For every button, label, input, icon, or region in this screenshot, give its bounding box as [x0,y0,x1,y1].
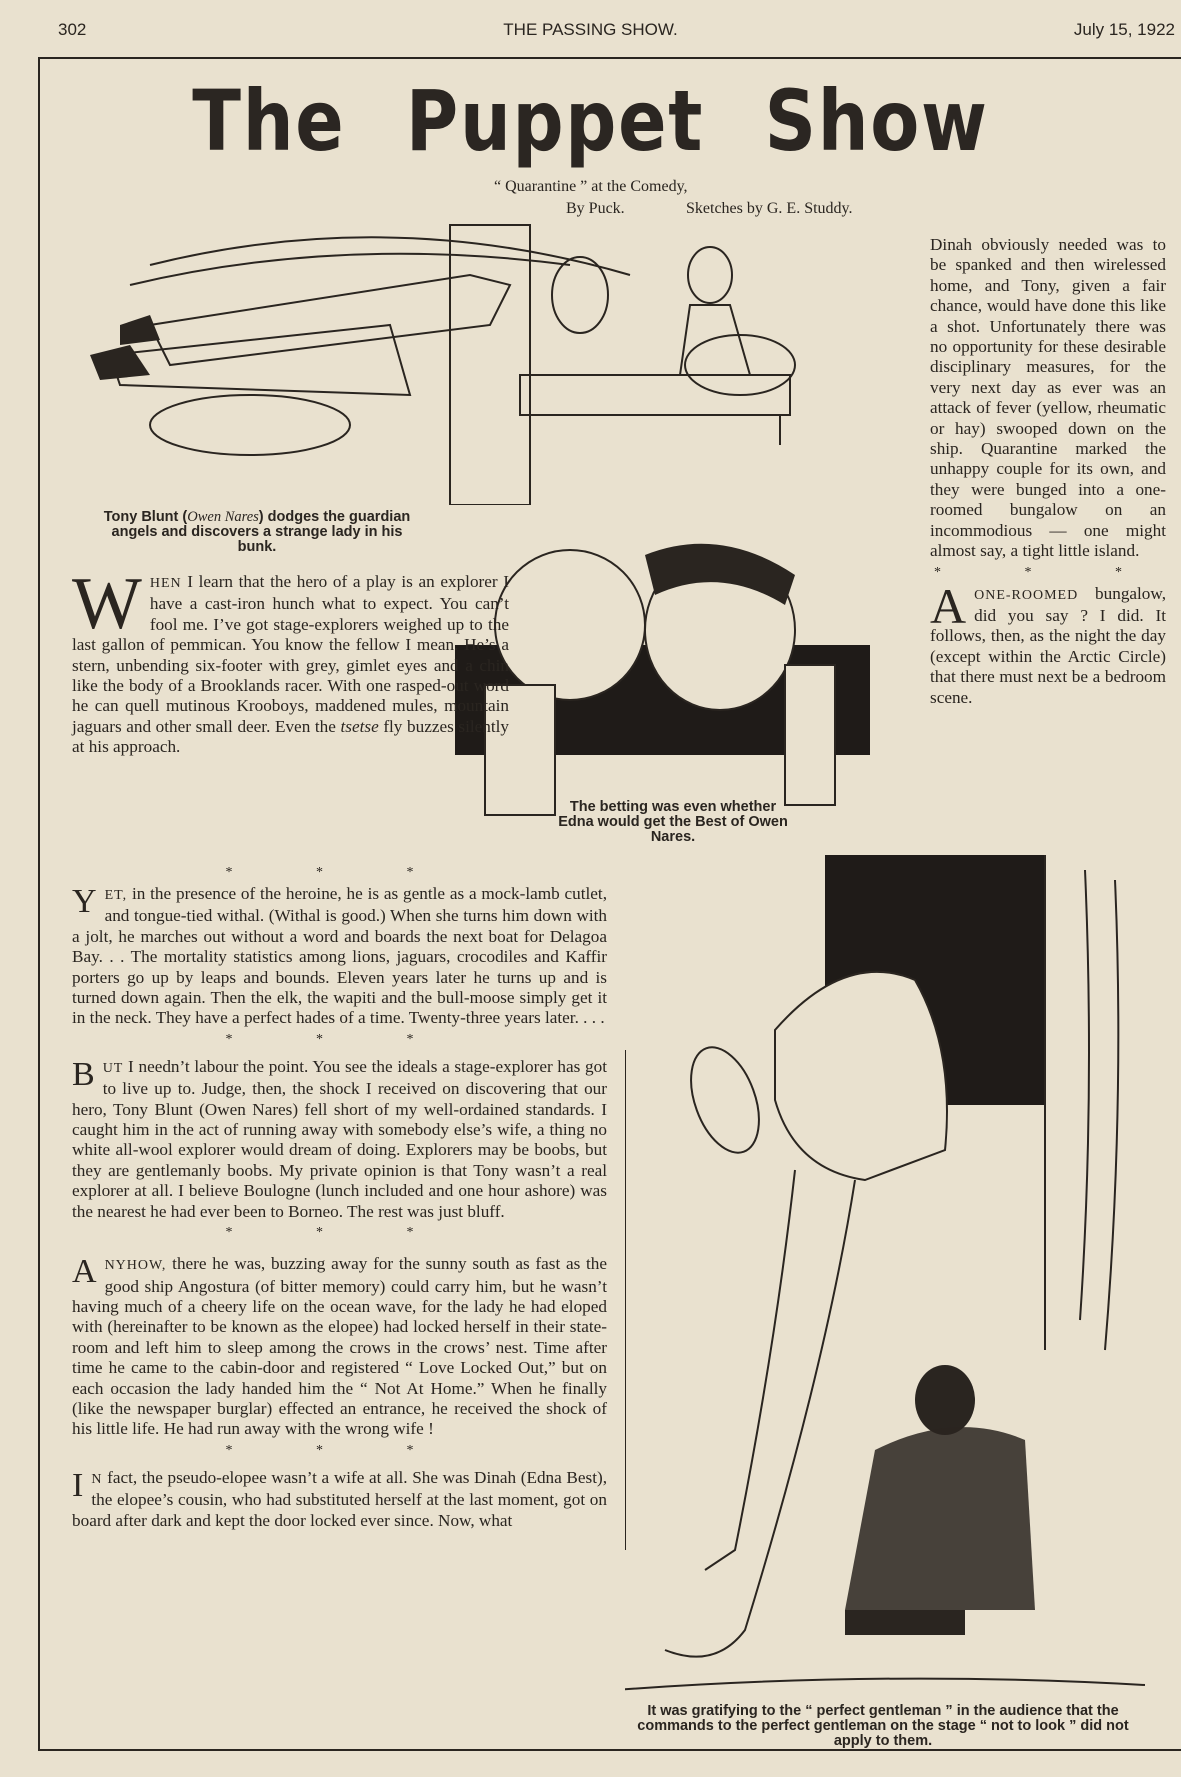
window-scene-illustration [625,850,1145,1695]
flying-figures-illustration [90,205,910,505]
section-separator: * * * [934,564,1162,580]
section-separator: * * * [225,1442,454,1458]
drop-cap: A [930,577,967,634]
paragraph [72,1057,607,1222]
drop-cap: A [72,1253,97,1291]
drop-cap: B [72,1055,95,1093]
paragraph [72,1468,607,1531]
lead-in: N [91,1471,103,1487]
lead-in: UT [102,1060,124,1076]
caption-text: Tony Blunt ( [103,509,188,525]
lead-in: NYHOW, [104,1258,167,1274]
section-separator: * * * [225,865,454,880]
publication-name: THE PASSING SHOW. [503,20,678,39]
paragraph-text: I needn’t labour the point. You see the ideals a stage-explorer has got to live up to. Judge, then, the shock I received on discovering that our hero, Tony Blunt (Owen Nares) fell short of my well-ordained standards. I caught him in the act of running away with somebody else’s wife, a thing no white all-wool explorer would dream of doing. Explorers may be boobs, but they are gentlemanly boobs. My private opinion is that Tony wasn’t a real explorer at all. I believe Boulogne (lunch included and one hour ashore) was the nearest he had ever been to Borneo. The rest was just bluff. [72,1056,607,1221]
emphasis: tsetse [340,716,379,736]
paragraph [72,563,509,758]
issue-date: July 15, 1922 [1073,20,1175,39]
caption-window: It was gratifying to the “ perfect gentleman ” in the audience that the commands to the perfect gentleman on the stage “ not to look ” did not apply to them. [637,1703,1129,1749]
article-title: The Puppet Show [192,72,989,170]
paragraph-text: fact, the pseudo-elopee wasn’t a wife at all. She was Dinah (Edna Best), the elopee’s cousin, who had substituted herself at the last moment, got on board after dark and kept the door locked ever since. Now, what [72,1467,607,1530]
paragraph [930,577,1166,708]
caption-flying [92,510,422,555]
paragraph [72,884,607,1029]
page-number: 302 [58,20,87,39]
paragraph-text: I learn that the hero of a play is an explorer I have a cast-iron hunch what to expect. You can’t fool me. I’ve got stage-explorers weighed up to the last gallon of pemmican. You know the fellow I mean. He’s a stern, unbending six-footer with grey, gimlet eyes and a chin like the body of a Brooklands racer. With one rasped-out word he can quell mutinous Krooboys, maddened mules, mountain jaguars and other small deer. Even the [72,572,509,736]
lead-in: ET, [104,888,128,903]
article-subtitle: “ Quarantine ” at the Comedy, [494,178,688,195]
lead-in: HEN [149,576,182,591]
drop-cap: I [72,1466,84,1504]
paragraph: Dinah obviously needed was to be spanked and then wirelessed home, and Tony, given a fair chance, would have done this like a shot. Unfortunately there was no opportunity for these desirable disciplinary measures, for the very next day as ever was an attack of fever (yellow, rheumatic or hay) swooped down on the ship. Quarantine marked the unhappy couple for its own, and they were bunged into a one-roomed bungalow on an incommodious — one might almost say, a tight little island. [930,235,1166,561]
paragraph-text: bungalow, did you say ? I did. It follows, then, as the night the day (except within the Arctic Circle) that there must next be a bedroom scene. [930,583,1166,707]
sketch-credit: Sketches by G. E. Studdy. [686,200,853,217]
left-column-top [72,563,509,758]
paragraph-text: in the presence of the heroine, he is as gentle as a mock-lamb cutlet, and tongue-tied withal. (Withal is good.) When she turns him down with a jolt, he marches out without a word and boards the next boat for Delagoa Bay. . . The mortality statistics among lions, jaguars, crocodiles and Kaffir porters go up by leaps and bounds. Eleven years later he turns up and is turned down again. Then the elk, the wapiti and the bull-moose simply get it in the neck. They have a perfect hades of a time. Twenty-three years later. . . . [72,884,607,1028]
right-column [930,235,1166,708]
section-separator: * * * [225,1031,454,1047]
lead-in: ONE-ROOMED [974,587,1079,603]
drop-cap: Y [72,883,97,920]
paragraph-text: there he was, buzzing away for the sunny south as fast as the good ship Angostura (of bitter memory) could carry him, but he wasn’t having much of a cheery life on the ocean wave, for the lady he had eloped with (hereinafter to be known as the elopee) had locked herself in their state-room and left him to sleep among the crows in the crows’ nest. Time after time he came to the cabin-door and registered “ Love Locked Out,” but on each occasion the lady handed him the “ Not At Home.” When he finally (like the newspaper burglar) effected an entrance, he received the shock of his little life. He had run away with the wrong wife ! [72,1254,607,1439]
paragraph [72,1254,607,1440]
two-heads-illustration [455,535,875,825]
caption-actor: Owen Nares [187,509,259,525]
caption-text: ) dodges the guardian angels and discovers a strange lady in his bunk. [111,509,411,555]
section-separator: * * * [225,1225,454,1241]
caption-betting: The betting was even whether Edna would get the Best of Owen Nares. [558,799,788,845]
left-column [72,862,607,1531]
drop-cap: W [72,563,142,645]
byline: By Puck. [566,200,625,217]
paragraph-text: fly buzzes silently at his approach. [72,716,509,757]
